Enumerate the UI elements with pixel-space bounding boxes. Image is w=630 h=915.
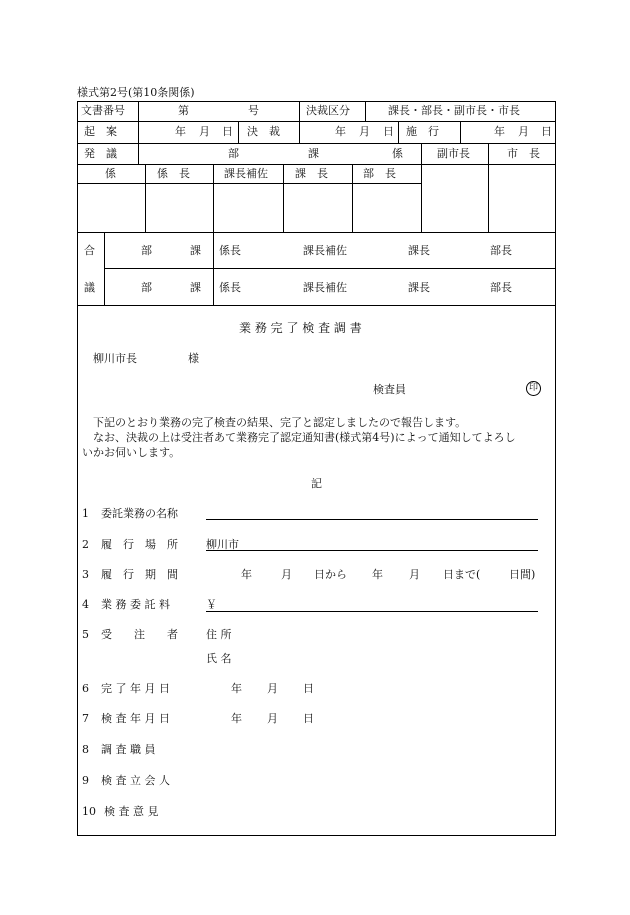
bucho-label: 部 長 [363, 167, 396, 180]
inspection-day: 日 [303, 712, 314, 725]
decision-class-label: 決裁区分 [306, 104, 350, 117]
publish-ka: 課 [308, 147, 319, 160]
paragraph-request-line1: なお、決裁の上は受注者あて業務完了認定通知書(様式第4号)によって通知してよろし [93, 431, 516, 444]
location-line [206, 550, 538, 551]
enforcement-year: 年 [494, 125, 505, 138]
approval-month: 月 [359, 125, 370, 138]
period-end-month: 月 [409, 568, 420, 581]
fee-yen-mark: ￥ [206, 598, 217, 611]
item-label-contractor: 受 注 者 [101, 628, 178, 641]
grid-line [283, 164, 284, 232]
enforcement-day: 日 [541, 125, 552, 138]
consult-bu: 部 [141, 244, 152, 257]
seal-mark-icon: 印 [526, 381, 541, 396]
fee-line [206, 611, 538, 612]
inspection-month: 月 [267, 712, 278, 725]
grid-line [213, 164, 214, 232]
decision-class-value: 課長・部長・副市長・市長 [388, 104, 520, 117]
vice-mayor-label: 副市長 [437, 147, 470, 160]
contractor-address-label: 住 所 [206, 628, 232, 641]
grid-line [77, 121, 556, 122]
grid-line [138, 101, 139, 143]
grid-line [77, 232, 556, 233]
item-label-period: 履 行 期 間 [101, 568, 178, 581]
grid-line [145, 164, 146, 232]
item-number: 4 [82, 598, 89, 611]
form-number-title: 様式第2号(第10条関係) [77, 86, 195, 99]
grid-line [299, 121, 300, 143]
item-label-location: 履 行 場 所 [101, 538, 178, 551]
doc-number-label: 文書番号 [81, 104, 125, 117]
item-label-opinion: 検 査 意 見 [104, 805, 159, 818]
business-name-line [206, 519, 538, 520]
inspector-label: 検査員 [373, 383, 406, 396]
item-label-witness: 検 査 立 会 人 [101, 774, 170, 787]
consult-kakaricho: 係長 [219, 281, 241, 294]
enforcement-label: 施 行 [406, 125, 439, 138]
publish-label: 発 議 [84, 147, 117, 160]
period-days: 日間) [509, 568, 536, 581]
consult-kacho: 課長 [408, 281, 430, 294]
consult-bu: 部 [141, 281, 152, 294]
grid-line [77, 305, 556, 306]
period-end-year: 年 [372, 568, 383, 581]
grid-line [104, 268, 556, 269]
item-number: 8 [82, 743, 89, 756]
approval-label: 決 裁 [247, 125, 280, 138]
consult-hosa: 課長補佐 [303, 281, 347, 294]
grid-line [77, 164, 556, 165]
consult-kakaricho: 係長 [219, 244, 241, 257]
approval-year: 年 [335, 125, 346, 138]
item-number: 2 [82, 538, 89, 551]
period-start-year: 年 [241, 568, 252, 581]
item-number: 9 [82, 774, 89, 787]
contractor-name-label: 氏 名 [206, 652, 232, 665]
grid-line [460, 121, 461, 143]
grid-line [238, 121, 239, 143]
grid-line [138, 143, 139, 164]
item-number: 6 [82, 682, 89, 695]
grid-line [77, 183, 421, 184]
consult-kacho: 課長 [408, 244, 430, 257]
item-number: 10 [82, 805, 96, 818]
completion-day: 日 [303, 682, 314, 695]
grid-line [104, 232, 105, 305]
item-number: 5 [82, 628, 89, 641]
grid-line [352, 164, 353, 232]
mayor-label: 市 長 [507, 147, 540, 160]
consult-hosa: 課長補佐 [303, 244, 347, 257]
consult-ka: 課 [190, 281, 201, 294]
doc-number-go: 号 [248, 104, 259, 117]
grid-line [365, 101, 366, 121]
item-number: 1 [82, 507, 89, 520]
grid-line [421, 143, 422, 232]
location-value: 柳川市 [206, 538, 239, 551]
publish-bu: 部 [228, 147, 239, 160]
completion-year: 年 [231, 682, 242, 695]
completion-month: 月 [267, 682, 278, 695]
consult-ka: 課 [190, 244, 201, 257]
addressee: 柳川市長 [93, 352, 137, 365]
item-number: 7 [82, 712, 89, 725]
doc-number-dai: 第 [178, 104, 189, 117]
draft-day: 日 [222, 125, 233, 138]
consult-bucho: 部長 [490, 244, 512, 257]
period-start-month: 月 [281, 568, 292, 581]
paragraph-request-line2: いかお伺いします。 [82, 446, 181, 459]
paragraph-report: 下記のとおり業務の完了検査の結果、完了と認定しましたので報告します。 [93, 416, 467, 429]
grid-line [488, 143, 489, 232]
grid-line [213, 232, 214, 305]
draft-month: 月 [199, 125, 210, 138]
grid-line [398, 121, 399, 143]
kacho-label: 課 長 [295, 167, 328, 180]
period-start-day: 日から [314, 568, 347, 581]
kacho-hosa-label: 課長補佐 [224, 167, 268, 180]
enforcement-month: 月 [518, 125, 529, 138]
publish-kakari: 係 [392, 147, 403, 160]
consult-bucho: 部長 [490, 281, 512, 294]
item-label-inspection-date: 検 査 年 月 日 [101, 712, 170, 725]
consult-label-bottom: 議 [84, 281, 95, 294]
document-title: 業 務 完 了 検 査 調 書 [239, 321, 362, 335]
grid-line [77, 143, 556, 144]
item-number: 3 [82, 568, 89, 581]
drafted-label: 起 案 [84, 125, 117, 138]
consult-label-top: 合 [84, 244, 95, 257]
item-label-completion-date: 完 了 年 月 日 [101, 682, 170, 695]
kakaricho-label: 係 長 [157, 167, 190, 180]
kakari-label: 係 [105, 167, 116, 180]
item-label-survey-staff: 調 査 職 員 [101, 743, 156, 756]
draft-year: 年 [175, 125, 186, 138]
period-end-day: 日まで( [443, 568, 481, 581]
inspection-year: 年 [231, 712, 242, 725]
item-label-fee: 業 務 委 託 料 [101, 598, 170, 611]
approval-day: 日 [383, 125, 394, 138]
item-label-business-name: 委託業務の名称 [101, 507, 178, 520]
ki-heading: 記 [311, 477, 322, 490]
grid-line [299, 101, 300, 121]
addressee-honorific: 様 [188, 352, 199, 365]
